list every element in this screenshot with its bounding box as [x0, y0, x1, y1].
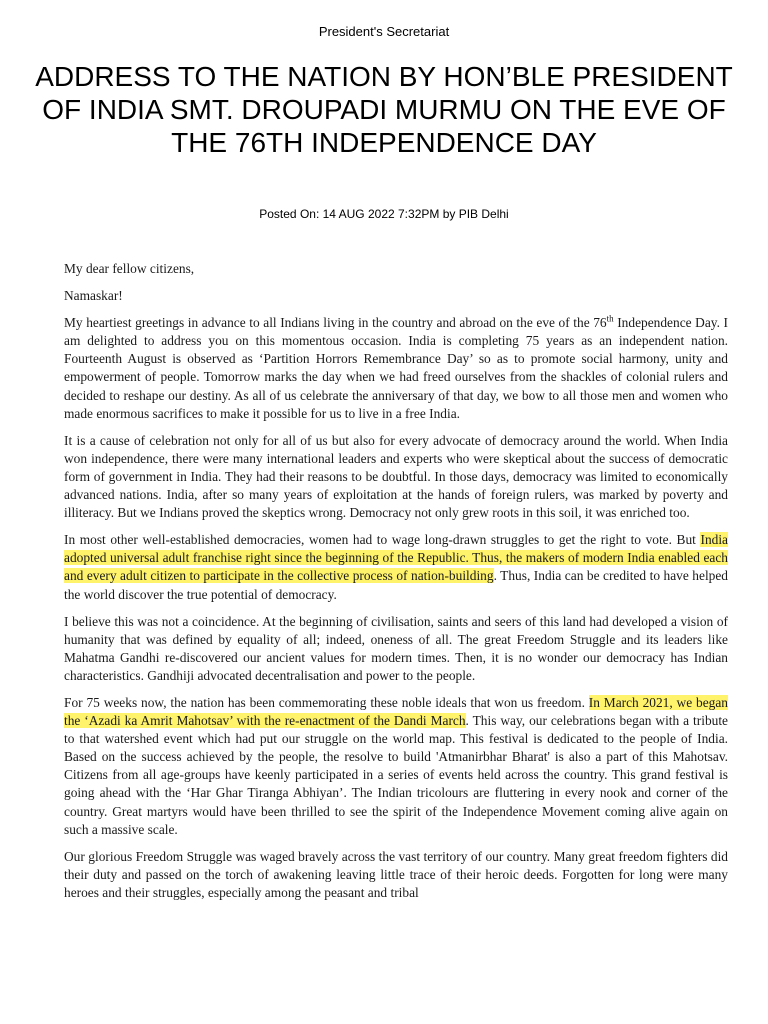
paragraph-salutation: My dear fellow citizens, [64, 261, 195, 276]
paragraph-civilisation: I believe this was not a coincidence. At the beginning of civilisation, saints and seers of this land had developed a vision of humanity that was defined by equality of all; indeed, oneness of all. The great Freedom Struggle and its leaders like Mahatma Gandhi re-discovered our ancient values for modern times. Then, it is no wonder our democracy has Indian characteristics. Gandhiji advocated decentralisation and power to the people. [64, 613, 728, 683]
paragraph-greeting: Namaskar! [64, 288, 123, 304]
paragraph-freedom-struggle: Our glorious Freedom Struggle was waged bravely across the vast territory of our country. Many great freedom fighters did their duty and passed on the torch of awakening leaving little trace of their heroic deeds. Forgotten for long were many heroes and their struggles, especially among the peasant and tribal [64, 848, 728, 900]
highlighted-text: In March 2021, we began the ‘Azadi ka Amrit Mahotsav’ with the re-enactment of the Dandi March [64, 694, 728, 729]
paragraph-text: Independence Day. I am delighted to address you on this momentous occasion. India is completing 75 years as an independent nation. Fourteenth August is observed as ‘Partition Horrors Remembrance Day’ so as to promote social harmony, unity and empowerment of people. Tomorrow marks the day when we had freed ourselves from the shackles of colonial rulers and decided to reshape our destiny. As all of us celebrate the anniversary of that day, we bow to all those men and women who made enormous sacrifices to make it possible for us to live in a free India. [64, 315, 728, 421]
highlighted-text: India adopted universal adult franchise right since the beginning of the Republic. Thus, the makers of modern India enabled each and every adult citizen to participate in the collective process of nation-building [64, 532, 728, 584]
document-title: ADDRESS TO THE NATION BY HON’BLE PRESIDENT OF INDIA SMT. DROUPADI MURMU ON THE EVE OF THE 76TH INDEPENDENCE DAY [35, 61, 733, 158]
paragraph-amrit-mahotsav [64, 694, 728, 839]
superscript-ordinal: th [606, 313, 614, 324]
paragraph-text: In most other well-established democracies, women had to wage long-drawn struggles to get the right to vote. But [64, 532, 701, 548]
paragraph-text: My heartiest greetings in advance to all Indians living in the country and abroad on the eve of the 76 [64, 315, 607, 331]
paragraph-text: . Thus, India can be credited to have helped the world discover the true potential of democracy. [64, 568, 728, 602]
paragraph-greetings-independence [64, 314, 728, 423]
paragraph-adult-franchise [64, 531, 728, 603]
paragraph-text: For 75 weeks now, the nation has been commemorating these noble ideals that won us freedom. [64, 694, 589, 710]
page-header: President's Secretariat [318, 24, 450, 39]
document-body [64, 260, 728, 911]
paragraph-text: . This way, our celebrations began with a tribute to that watershed event which had put our struggle on the world map. This festival is dedicated to the people of India. Based on the success achieved by the people, the resolve to build 'Atmanirbhar Bharat' is also a part of this Mahotsav. Citizens from all age-groups have keenly participated in a series of events held across the country. This grand festival is going ahead with the ‘Har Ghar Tiranga Abhiyan’. The Indian tricolours are fluttering in every nook and corner of the country. Great martyrs would have been thrilled to see the spirit of the Independence Movement coming alive again on such a massive scale. [64, 713, 728, 837]
paragraph-democracy: It is a cause of celebration not only for all of us but also for every advocate of democracy around the world. When India won independence, there were many international leaders and experts who were skeptical about the success of democratic form of government in India. They had their reasons to be doubtful. In those days, democracy was limited to economically advanced nations. India, after so many years of exploitation at the hands of foreign rulers, was marked by poverty and illiteracy. But we Indians proved the skeptics wrong. Democracy not only grew roots in this soil, it was enriched too. [64, 432, 728, 521]
posted-info: Posted On: 14 AUG 2022 7:32PM by PIB Delhi [259, 207, 509, 221]
